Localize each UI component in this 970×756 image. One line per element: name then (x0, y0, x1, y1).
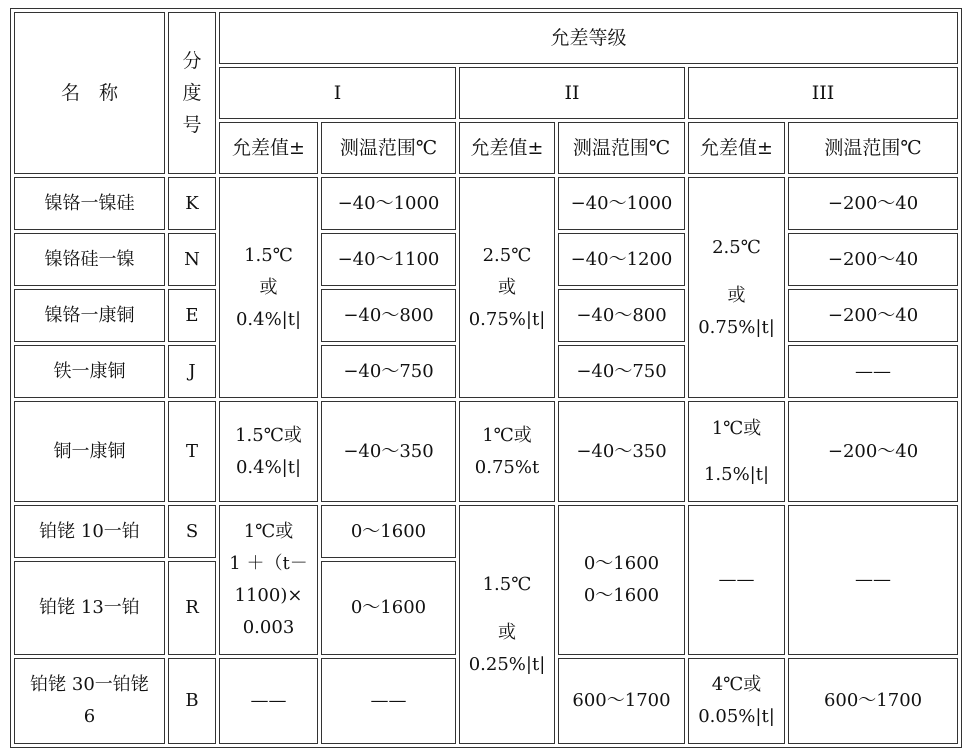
header-name (14, 12, 165, 174)
tol-value-cell (688, 177, 785, 398)
row-name (14, 505, 165, 558)
row-code-text: B (185, 690, 199, 711)
row-code (168, 401, 216, 502)
row-code-text: K (185, 192, 199, 214)
cell-text: −200～40 (827, 440, 919, 462)
temp-range-cell (321, 345, 456, 398)
cell-line: 0.75%|t| (698, 316, 775, 338)
temp-range-cell (321, 505, 456, 558)
temp-range-cell (788, 233, 958, 286)
header-tol-value-text: 允差值± (700, 137, 773, 159)
cell-line: 1℃或 (243, 521, 294, 542)
header-class-1 (219, 67, 456, 119)
header-index-line: 度 (182, 82, 202, 104)
cell-text: −40～800 (343, 304, 434, 326)
table-row (14, 401, 958, 502)
temp-range-cell (558, 658, 685, 744)
header-temp-range-2 (558, 122, 685, 174)
header-temp-range-3 (788, 122, 958, 174)
cell-line: 1.5℃或 (235, 424, 302, 446)
cell-line: 0.75%|t| (468, 308, 546, 330)
temp-range-cell (558, 401, 685, 502)
tol-value-cell (688, 658, 785, 744)
row-name (14, 177, 165, 230)
temp-range-cell (558, 505, 685, 655)
cell-line: 4℃或 (711, 674, 762, 695)
row-name-text: 铁一康铜 (53, 360, 126, 382)
cell-line: 1100)× (234, 585, 303, 606)
row-name (14, 289, 165, 342)
cell-line: 1℃或 (711, 417, 762, 439)
row-name-text: 镍铬硅一镍 (44, 248, 135, 270)
cell-text: −40～350 (343, 440, 434, 462)
cell-line: 或 (727, 284, 746, 306)
row-code-text: E (185, 304, 199, 326)
cell-line: 2.5℃ (482, 244, 532, 266)
cell-line: 或 (498, 276, 516, 298)
cell-line: 1.5%|t| (703, 463, 770, 485)
header-class-2-text: II (564, 82, 580, 104)
cell-text: −40～1000 (337, 192, 440, 214)
header-tol-value-text: 允差值± (232, 137, 305, 159)
row-code-text: N (184, 248, 200, 270)
header-temp-range-text: 测温范围℃ (339, 137, 438, 159)
row-name-text: 铂铑 10一铂 (39, 520, 140, 542)
row-code-text: S (185, 520, 199, 542)
row-code-text: T (185, 440, 198, 462)
row-name-line: 6 (83, 706, 96, 727)
tol-value-cell (459, 505, 555, 744)
cell-line: 0.05%|t| (698, 706, 775, 727)
tol-value-cell (688, 401, 785, 502)
cell-text: 0～1600 (350, 597, 427, 618)
temp-range-cell (558, 345, 685, 398)
row-name-text: 铜一康铜 (53, 440, 126, 462)
header-tol-value-3 (688, 122, 785, 174)
tol-value-cell (219, 177, 318, 398)
cell-text: —— (250, 690, 287, 711)
header-tolerance-grade (219, 12, 958, 64)
cell-text: —— (855, 360, 892, 382)
row-code-text: R (185, 597, 199, 618)
header-index (168, 12, 216, 174)
header-temp-range-text: 测温范围℃ (572, 137, 671, 159)
row-name (14, 561, 165, 655)
row-code (168, 289, 216, 342)
temp-range-cell (321, 289, 456, 342)
cell-text: —— (718, 569, 755, 590)
temp-range-cell (321, 233, 456, 286)
cell-text: −40～750 (343, 360, 434, 382)
row-code (168, 658, 216, 744)
temp-range-cell (788, 505, 958, 655)
temp-range-cell (558, 289, 685, 342)
cell-line: 0～1600 (583, 585, 660, 606)
cell-line: 1 ＋（t－ (229, 553, 308, 574)
row-name (14, 345, 165, 398)
table-row (14, 177, 958, 230)
header-temp-range-text: 测温范围℃ (824, 137, 922, 159)
header-index-line: 号 (182, 114, 202, 136)
cell-line: 0.4%|t| (235, 456, 302, 478)
row-code (168, 505, 216, 558)
table-row (14, 505, 958, 558)
temp-range-cell (558, 177, 685, 230)
cell-line: 或 (259, 276, 278, 298)
header-class-2 (459, 67, 685, 119)
thermocouple-tolerance-table (10, 8, 962, 748)
cell-text: 0～1600 (350, 520, 427, 542)
row-name (14, 233, 165, 286)
tol-value-cell (459, 401, 555, 502)
cell-text: −40～1200 (570, 248, 673, 270)
tol-value-cell (688, 505, 785, 655)
temp-range-cell (321, 561, 456, 655)
cell-text: 600～1700 (823, 690, 923, 711)
cell-text: 600～1700 (572, 690, 671, 711)
cell-line: 1℃或 (482, 424, 532, 446)
row-code (168, 177, 216, 230)
header-tol-value-2 (459, 122, 555, 174)
header-tol-value-1 (219, 122, 318, 174)
temp-range-cell (788, 658, 958, 744)
cell-line: 0.003 (242, 617, 295, 638)
cell-text: —— (370, 690, 407, 711)
row-code (168, 561, 216, 655)
cell-text: −40～750 (576, 360, 667, 382)
cell-text: −40～1000 (570, 192, 673, 214)
row-name (14, 401, 165, 502)
row-code (168, 345, 216, 398)
header-class-3-text: III (811, 82, 835, 104)
temp-range-cell (788, 345, 958, 398)
temp-range-cell (788, 289, 958, 342)
header-index-line: 分 (182, 50, 202, 72)
header-name-text: 名 称 (60, 82, 118, 104)
temp-range-cell (321, 658, 456, 744)
row-code (168, 233, 216, 286)
row-name-text: 镍铬一康铜 (44, 304, 135, 326)
cell-line: 0～1600 (583, 553, 660, 574)
tol-value-cell (219, 401, 318, 502)
cell-line: 或 (498, 621, 516, 643)
temp-range-cell (321, 401, 456, 502)
cell-line: 2.5℃ (712, 236, 761, 258)
header-tol-value-text: 允差值± (470, 137, 544, 159)
temp-range-cell (321, 177, 456, 230)
cell-line: 1.5℃ (244, 244, 293, 266)
cell-text: −40～1100 (337, 248, 440, 270)
temp-range-cell (788, 401, 958, 502)
cell-text: −40～800 (576, 304, 667, 326)
header-class-1-text: I (333, 82, 342, 104)
cell-text: −200～40 (827, 304, 919, 326)
temp-range-cell (558, 233, 685, 286)
header-tolerance-grade-text: 允差等级 (550, 27, 627, 49)
cell-text: −200～40 (827, 248, 919, 270)
cell-text: —— (855, 569, 892, 590)
row-name-text: 铂铑 13一铂 (39, 597, 140, 618)
header-class-3 (688, 67, 958, 119)
tol-value-cell (459, 177, 555, 398)
cell-line: 0.75%t (474, 456, 540, 478)
cell-line: 1.5℃ (482, 573, 532, 595)
row-name (14, 658, 165, 744)
cell-text: −40～350 (576, 440, 667, 462)
cell-text: −200～40 (827, 192, 919, 214)
tol-value-cell (219, 658, 318, 744)
header-temp-range-1 (321, 122, 456, 174)
cell-line: 0.25%|t| (468, 653, 546, 675)
cell-line: 0.4%|t| (235, 308, 302, 330)
row-code-text: J (188, 360, 196, 382)
tol-value-cell (219, 505, 318, 655)
temp-range-cell (788, 177, 958, 230)
row-name-line: 铂铑 30一铂铑 (30, 674, 149, 695)
row-name-text: 镍铬一镍硅 (44, 192, 135, 214)
